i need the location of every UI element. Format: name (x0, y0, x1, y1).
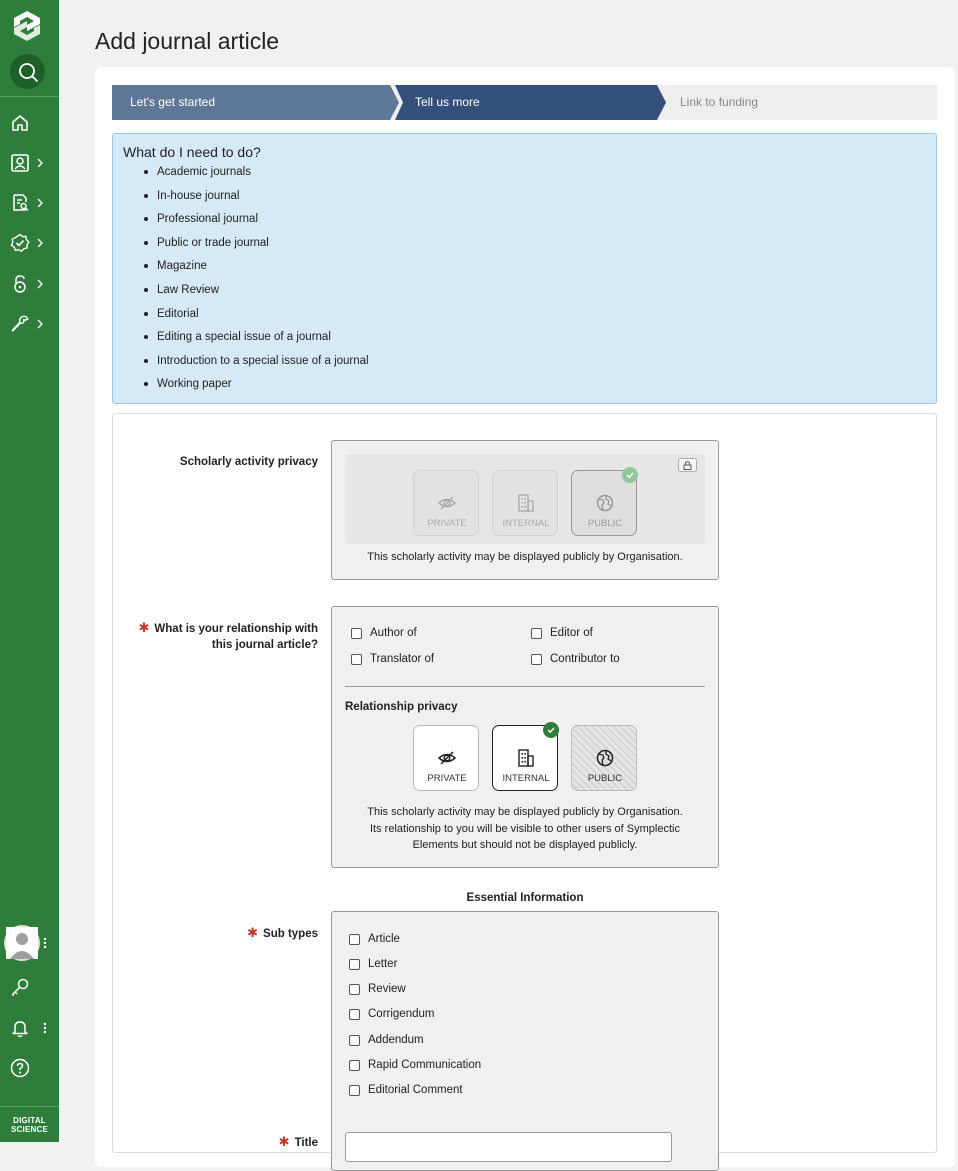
list-item: Working paper (157, 377, 369, 401)
checkbox[interactable] (349, 984, 360, 995)
avatar[interactable] (4, 925, 40, 961)
symplectic-logo-icon[interactable] (12, 10, 42, 42)
relationship-card (331, 606, 719, 868)
notifications-more-icon[interactable] (43, 1022, 47, 1034)
list-item: Editing a special issue of a journal (157, 330, 369, 354)
list-item: In-house journal (157, 189, 369, 213)
sidebar-item-profile[interactable] (0, 147, 59, 179)
checkbox-review[interactable]: Review (349, 983, 406, 995)
checkbox[interactable] (351, 628, 362, 639)
check-icon (543, 722, 559, 738)
list-item: Professional journal (157, 212, 369, 236)
checkbox[interactable] (349, 1009, 360, 1020)
page-title: Add journal article (95, 28, 280, 54)
relationship-privacy-private[interactable]: PRIVATE (413, 725, 479, 791)
building-icon (516, 493, 536, 513)
checkbox-editorial-comment[interactable]: Editorial Comment (349, 1084, 463, 1096)
title-input[interactable] (345, 1132, 672, 1162)
checkbox-corrigendum[interactable]: Corrigendum (349, 1008, 434, 1020)
sub-types-label: ✱ Sub types (247, 925, 318, 940)
divider (345, 686, 705, 687)
eye-off-icon (437, 748, 457, 768)
scholarly-privacy-private: PRIVATE (413, 470, 479, 536)
list-item: Law Review (157, 283, 369, 307)
checkbox-contributor-to[interactable]: Contributor to (531, 653, 620, 665)
checkbox[interactable] (531, 654, 542, 665)
verified-icon (10, 233, 30, 253)
list-item: Magazine (157, 259, 369, 283)
required-icon: ✱ (138, 620, 150, 635)
checkbox[interactable] (351, 654, 362, 665)
key-icon (10, 977, 30, 997)
relationship-privacy-public: PUBLIC (571, 725, 637, 791)
scholarly-privacy-options (345, 454, 705, 544)
checkbox[interactable] (349, 934, 360, 945)
sidebar-item-access[interactable] (0, 268, 59, 300)
building-icon (516, 748, 536, 768)
search-icon[interactable] (10, 54, 45, 89)
check-icon (622, 467, 638, 483)
scholarly-privacy-description: This scholarly activity may be displayed publicly by Organisation. (367, 551, 683, 563)
sidebar-divider (0, 96, 59, 97)
sidebar-item-verified[interactable] (0, 227, 59, 259)
wizard-stepper (112, 85, 937, 120)
checkbox[interactable] (349, 1060, 360, 1071)
wrench-icon (10, 314, 30, 334)
help-icon (10, 1058, 30, 1078)
sidebar-item-home[interactable] (0, 107, 59, 139)
list-item: Editorial (157, 307, 369, 331)
relationship-privacy-title: Relationship privacy (345, 701, 458, 713)
checkbox-addendum[interactable]: Addendum (349, 1034, 424, 1046)
profile-icon (10, 153, 30, 173)
chevron-right-icon (36, 318, 44, 330)
checkbox-editor-of[interactable]: Editor of (531, 627, 593, 639)
checkbox[interactable] (349, 1035, 360, 1046)
title-label: ✱ Title (278, 1134, 318, 1149)
essential-information-title: Essential Information (466, 892, 584, 904)
checkbox[interactable] (349, 959, 360, 970)
home-icon (10, 113, 30, 133)
checkbox-rapid-communication[interactable]: Rapid Communication (349, 1059, 481, 1071)
scholarly-privacy-label: Scholarly activity privacy (179, 456, 318, 468)
sidebar-item-tools[interactable] (0, 308, 59, 340)
scholarly-privacy-card (331, 440, 719, 580)
checkbox-author-of[interactable]: Author of (351, 627, 417, 639)
eye-off-icon (437, 493, 457, 513)
chevron-right-icon (36, 237, 44, 249)
relationship-privacy-description: This scholarly activity may be displayed publicly by Organisation. Its relationship to you will be visible to other users of Symplectic Elements but should not be displayed publicly. (367, 806, 683, 852)
info-box (112, 133, 937, 404)
checkbox-translator-of[interactable]: Translator of (351, 653, 434, 665)
info-list (157, 165, 369, 401)
search-document-icon (10, 193, 30, 213)
sidebar-item-notifications[interactable] (0, 1012, 59, 1044)
sidebar-item-search-records[interactable] (0, 187, 59, 219)
checkbox-article[interactable]: Article (349, 933, 400, 945)
checkbox-letter[interactable]: Letter (349, 958, 397, 970)
lock-icon (10, 274, 30, 294)
bell-icon (10, 1018, 30, 1038)
checkbox[interactable] (531, 628, 542, 639)
step-tell-us-more[interactable]: Tell us more (415, 95, 480, 109)
sidebar-item-help[interactable] (0, 1052, 59, 1084)
more-options-icon[interactable] (43, 937, 47, 949)
digital-science-logo: DIGITAL SCIENCE (0, 1106, 59, 1142)
step-lets-get-started[interactable]: Let's get started (130, 95, 216, 109)
chevron-right-icon (36, 197, 44, 209)
list-item: Public or trade journal (157, 236, 369, 260)
step-link-to-funding[interactable]: Link to funding (680, 95, 759, 109)
sidebar (0, 0, 59, 1142)
relationship-privacy-internal[interactable]: INTERNAL (492, 725, 558, 791)
info-title: What do I need to do? (123, 144, 261, 160)
sidebar-item-keys[interactable] (0, 971, 59, 1003)
scholarly-privacy-internal: INTERNAL (492, 470, 558, 536)
relationship-label: ✱ What is your relationship with this journal article? (138, 620, 318, 651)
checkbox[interactable] (349, 1085, 360, 1096)
chevron-right-icon (36, 278, 44, 290)
chevron-right-icon (36, 157, 44, 169)
globe-icon (595, 493, 615, 513)
scholarly-privacy-public: PUBLIC (571, 470, 637, 536)
required-icon: ✱ (278, 1134, 290, 1149)
required-icon: ✱ (247, 925, 259, 940)
list-item: Academic journals (157, 165, 369, 189)
locked-icon (678, 458, 697, 472)
globe-icon (595, 748, 615, 768)
list-item: Introduction to a special issue of a journal (157, 354, 369, 378)
